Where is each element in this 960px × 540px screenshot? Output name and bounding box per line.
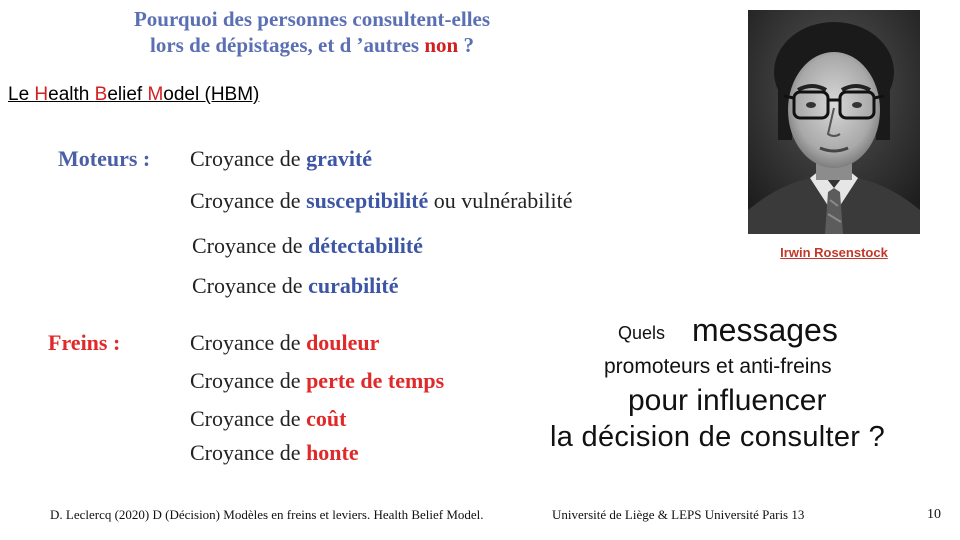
frein-item-honte: [190, 440, 359, 466]
belief-keyword: curabilité: [308, 273, 399, 298]
title-line-2: [0, 32, 624, 58]
belief-keyword: gravité: [306, 146, 373, 171]
portrait-caption: Irwin Rosenstock: [780, 245, 888, 260]
portrait-photo: [748, 10, 920, 234]
hbm-text: ealth: [48, 84, 95, 105]
belief-prefix: Croyance de: [192, 273, 309, 298]
frein-item-cout: [190, 406, 346, 432]
moteur-item-gravite: [190, 146, 372, 172]
belief-suffix: ou vulnérabilité: [428, 188, 573, 213]
belief-keyword: susceptibilité: [306, 188, 429, 213]
hbm-text: Le: [8, 84, 35, 105]
title-line-2-text: lors de dépistages, et d ’autres: [150, 33, 425, 57]
page-number: 10: [927, 507, 941, 522]
belief-keyword: douleur: [306, 330, 380, 355]
title-line-2-end: ?: [458, 33, 474, 57]
question-word-messages: messages: [692, 312, 838, 348]
belief-prefix: Croyance de: [190, 368, 307, 393]
footer-reference: D. Leclercq (2020) D (Décision) Modèles en freins et leviers. Health Belief Model.: [50, 507, 484, 522]
question-line-2: promoteurs et anti-freins: [604, 355, 832, 378]
moteur-item-susceptibilite: [190, 188, 572, 214]
hbm-text: odel (HBM): [163, 84, 260, 105]
belief-prefix: Croyance de: [190, 330, 307, 355]
belief-keyword: coût: [306, 406, 347, 431]
frein-item-douleur: [190, 330, 379, 356]
moteurs-label: Moteurs :: [58, 146, 151, 171]
moteur-item-curabilite: [192, 273, 399, 299]
moteur-item-detectabilite: [192, 233, 423, 259]
belief-prefix: Croyance de: [190, 188, 307, 213]
slide-title: [0, 6, 624, 58]
hbm-letter-h: H: [34, 84, 49, 105]
hbm-text: elief: [107, 84, 148, 105]
hbm-letter-m: M: [147, 84, 164, 105]
question-word-quels: Quels: [618, 323, 666, 343]
question-line-4: la décision de consulter ?: [550, 421, 886, 453]
belief-prefix: Croyance de: [190, 406, 307, 431]
hbm-heading: [8, 84, 259, 106]
portrait-illustration: [748, 10, 920, 234]
belief-prefix: Croyance de: [190, 146, 307, 171]
hbm-letter-b: B: [94, 84, 108, 105]
belief-keyword: détectabilité: [308, 233, 423, 258]
title-highlight-non: non: [424, 33, 459, 57]
belief-prefix: Croyance de: [190, 440, 307, 465]
freins-label: Freins :: [48, 330, 121, 355]
question-line-3: pour influencer: [628, 384, 827, 417]
footer-university: Université de Liège & LEPS Université Paris 13: [552, 507, 805, 522]
belief-prefix: Croyance de: [192, 233, 309, 258]
belief-keyword: perte de temps: [306, 368, 445, 393]
title-line-1: Pourquoi des personnes consultent-elles: [133, 7, 491, 31]
frein-item-perte-de-temps: [190, 368, 444, 394]
belief-keyword: honte: [306, 440, 359, 465]
